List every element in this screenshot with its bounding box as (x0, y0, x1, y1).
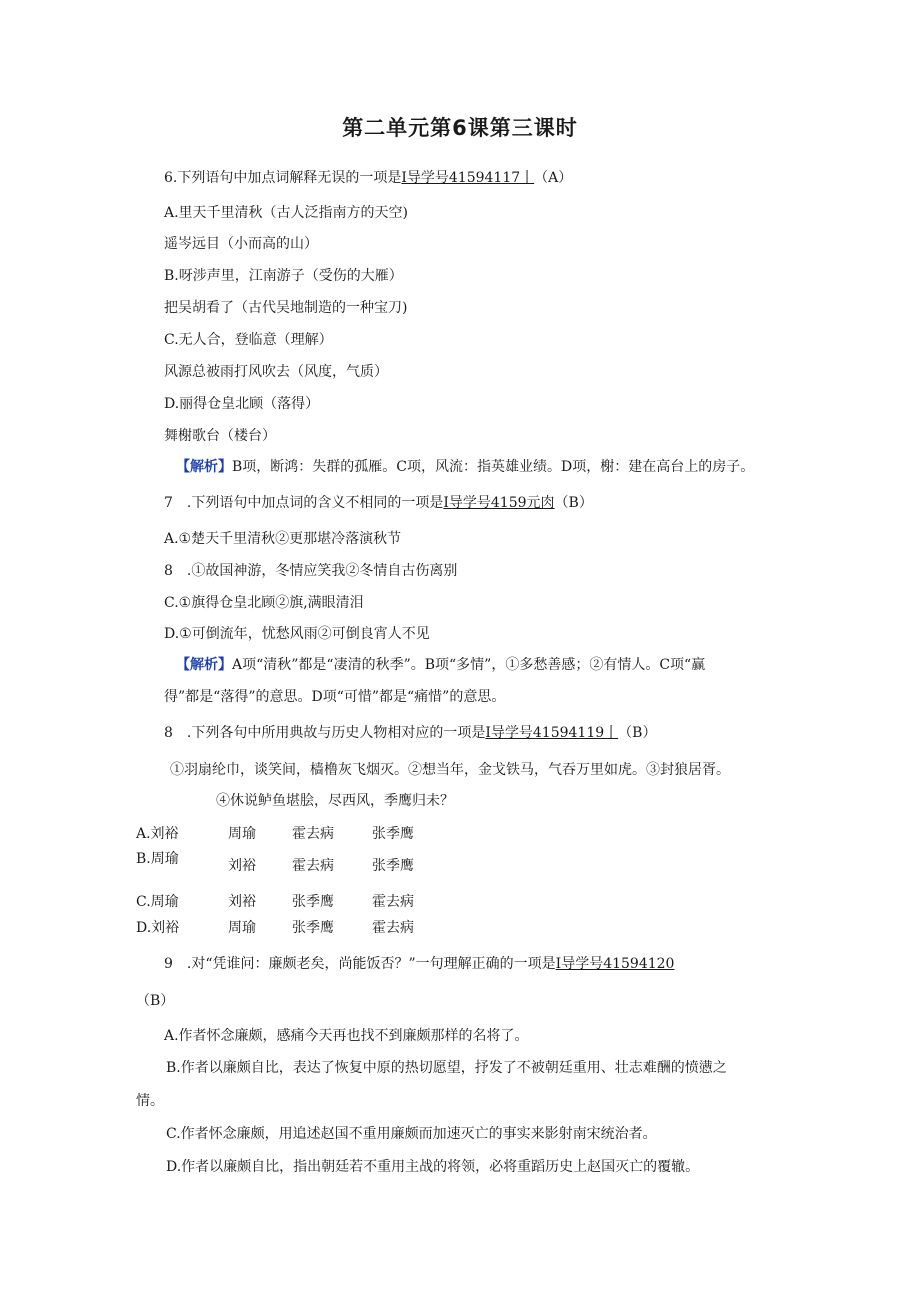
q7-option-a: A.①楚天千里清秋②更那堪冷落演秋节 (164, 531, 402, 547)
q8-text-1: ①羽扇纶巾，谈笑间，樯橹灰飞烟灭。②想当年，金戈铁马，气吞万里如虎。③封狼居胥。 (170, 762, 730, 778)
q6-option-b1: B.呀涉声里，江南游子（受伤的大雁） (164, 268, 403, 284)
q8-ref[interactable]: I导学号41594119丨 (485, 725, 619, 741)
q7-ref[interactable]: I导学号4159元肉 (443, 495, 555, 511)
q6-option-d1: D.丽得仓皇北顾（落得） (164, 396, 320, 412)
q7-stem-line (164, 493, 593, 513)
q9-stem-line (164, 954, 674, 974)
q6-option-d2: 舞榭歌台（楼台） (164, 428, 276, 444)
q6-analysis-text: B项，断鸿：失群的孤雁。C项，风流：指英雄业绩。D项，榭：建在高台上的房子。 (232, 459, 755, 475)
q7-option-d: D.①可倒流年，忧愁风雨②可倒良宵人不见 (164, 626, 430, 642)
q9-stem: 9 .对“凭谁问：廉颇老矣，尚能饭否？”一句理解正确的一项是 (164, 956, 556, 972)
q7-analysis-2: 得”都是“落得”的意思。D项“可惜”都是“痛惜”的意思。 (164, 689, 506, 705)
q8-option-b-label: B.周瑜 (136, 851, 179, 867)
q8-option-b-3: 张季鹰 (372, 858, 414, 874)
q8-option-a-1: 周瑜 (228, 826, 256, 842)
q6-analysis (176, 457, 754, 477)
q8-stem-line (164, 723, 656, 743)
q8-option-c-label: C.周瑜 (136, 894, 179, 910)
q8-option-a-2: 霍去病 (292, 826, 334, 842)
q6-stem-line (164, 168, 572, 188)
q9-option-b2: 情。 (136, 1093, 164, 1109)
q6-stem: 6.下列语句中加点词解释无误的一项是 (164, 170, 402, 186)
q9-answer: （B） (136, 993, 175, 1009)
q6-ref[interactable]: I导学号41594117丨 (401, 170, 535, 186)
q8-option-b-2: 霍去病 (292, 858, 334, 874)
q8-option-d-label: D.刘裕 (136, 920, 180, 936)
q8-answer: （B） (618, 725, 657, 741)
q9-option-a: A.作者怀念廉颇，感痛今天再也找不到廉颇那样的名将了。 (164, 1028, 529, 1044)
q7-analysis-text-1: A项“清秋”都是“凄清的秋季”。B项“多情”，①多愁善感；②有情人。C项“赢 (232, 657, 706, 673)
q6-option-b2: 把吴胡看了（古代吴地制造的一种宝刀) (164, 300, 408, 316)
q6-answer: （A） (534, 170, 573, 186)
q7-option-c: C.①旗得仓皇北顾②旗,满眼清泪 (164, 595, 364, 611)
q8-text-2: ④休说鲈鱼堪脍，尽西风，季鹰归未？ (216, 793, 454, 809)
q9-option-b1: B.作者以廉颇自比，表达了恢复中原的热切愿望，抒发了不被朝廷重用、壮志难酬的愤懑之 (166, 1060, 727, 1076)
analysis-tag: 【解析】 (176, 657, 232, 673)
q7-stem: 7 .下列语句中加点词的含义不相同的一项是 (164, 495, 444, 511)
q7-analysis-1 (176, 655, 705, 675)
q7-option-b: 8 .①故国神游，冬情应笑我②冬情自古伤离别 (164, 563, 458, 579)
q8-option-c-3: 霍去病 (372, 894, 414, 910)
page-title: 第二单元第6课第三课时 (342, 116, 578, 140)
q9-option-d: D.作者以廉颇自比，指出朝廷若不重用主战的将领，必将重蹈历史上赵国灭亡的覆辙。 (166, 1159, 700, 1175)
q8-option-c-1: 刘裕 (228, 894, 256, 910)
q8-stem: 8 .下列各句中所用典故与历史人物相对应的一项是 (164, 725, 486, 741)
q6-option-c1: C.无人合，登临意（理解） (164, 332, 333, 348)
q8-option-d-1: 周瑜 (228, 920, 256, 936)
q6-option-c2: 风源总被雨打风吹去（风度，气质） (164, 364, 388, 380)
q7-answer: （B） (554, 495, 593, 511)
q6-option-a2: 遥岑远目（小而高的山） (164, 236, 318, 252)
q8-option-c-2: 张季鹰 (292, 894, 334, 910)
q8-option-a-3: 张季鹰 (372, 826, 414, 842)
analysis-tag: 【解析】 (176, 459, 232, 475)
q9-option-c: C.作者怀念廉颇，用追述赵国不重用廉颇而加速灭亡的事实来影射南宋统治者。 (166, 1126, 657, 1142)
q8-option-a-label: A.刘裕 (136, 826, 179, 842)
q9-ref[interactable]: I导学号41594120 (555, 956, 675, 972)
q8-option-d-2: 张季鹰 (292, 920, 334, 936)
q8-option-d-3: 霍去病 (372, 920, 414, 936)
q6-option-a1: A.里天千里清秋（古人泛指南方的天空) (164, 205, 409, 221)
q8-option-b-1: 刘裕 (228, 858, 256, 874)
